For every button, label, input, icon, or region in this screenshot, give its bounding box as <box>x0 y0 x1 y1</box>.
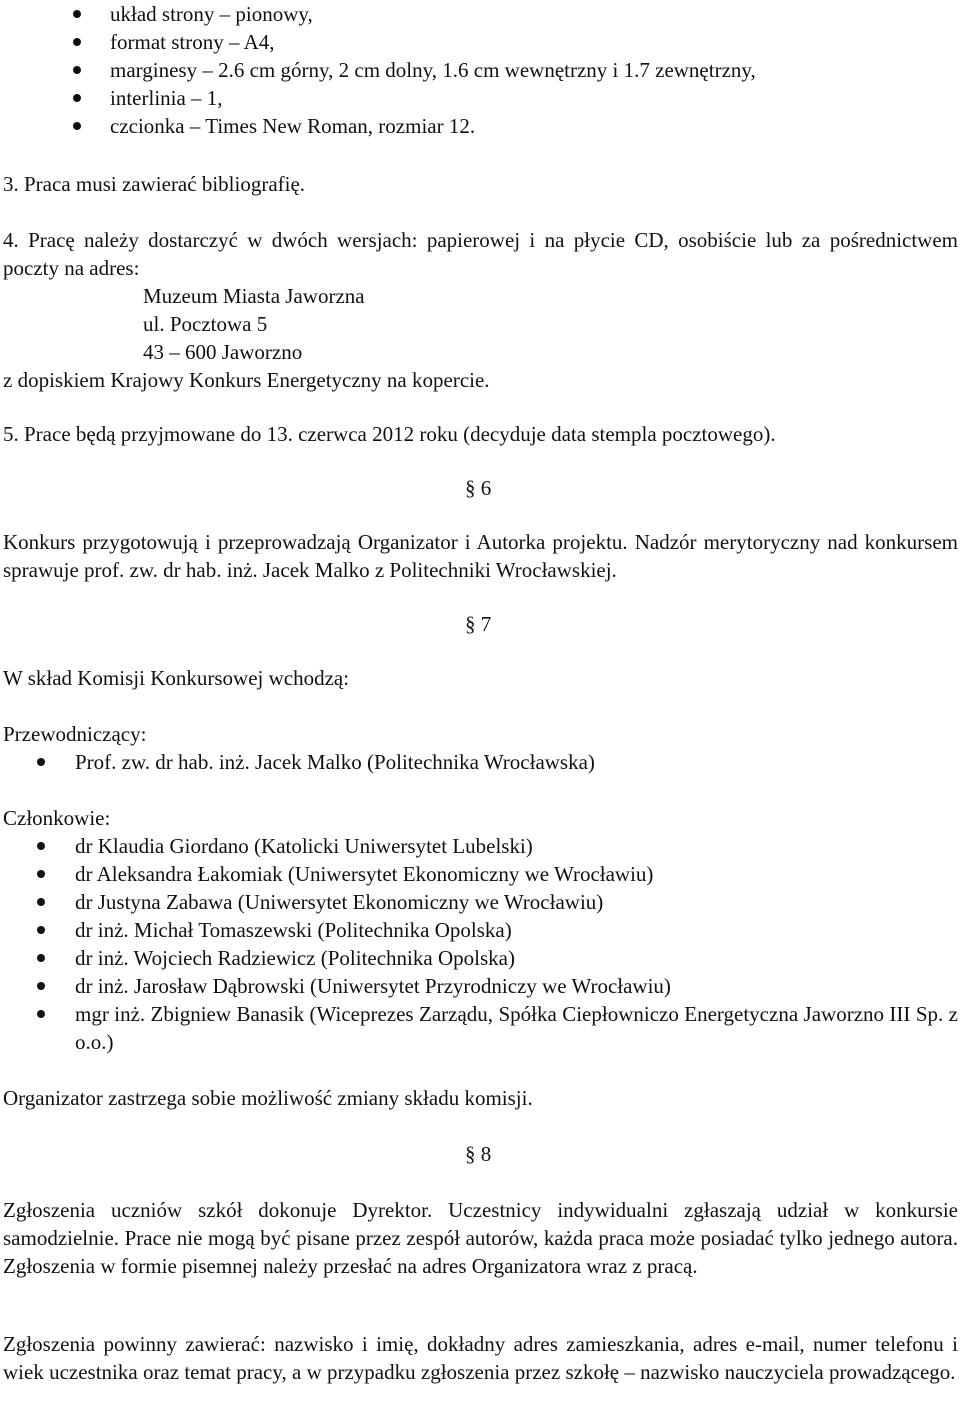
bullet-icon <box>73 94 81 102</box>
list-item: interlinia – 1, <box>110 86 223 110</box>
bullet-icon <box>37 954 45 962</box>
bullet-icon <box>37 758 45 766</box>
address-line-2: ul. Pocztowa 5 <box>143 312 268 336</box>
member-item: dr Aleksandra Łakomiak (Uniwersytet Ekonomiczny we Wrocławiu) <box>75 862 654 886</box>
address-note: z dopiskiem Krajowy Konkurs Energetyczny na kopercie. <box>3 368 490 392</box>
member-item: dr inż. Wojciech Radziewicz (Politechnika Opolska) <box>75 946 515 970</box>
bullet-icon <box>37 842 45 850</box>
section-heading-8: § 8 <box>465 1142 492 1166</box>
section-6-paragraph: Konkurs przygotowują i przeprowadzają Organizator i Autorka projektu. Nadzór merytoryczny nad konkursem sprawuje prof. zw. dr hab. inż. Jacek Malko z Politechniki Wrocławskiej. <box>3 530 958 582</box>
committee-note: Organizator zastrzega sobie możliwość zmiany składu komisji. <box>3 1086 533 1110</box>
section-heading-7: § 7 <box>465 612 492 636</box>
member-item: dr inż. Michał Tomaszewski (Politechnika Opolska) <box>75 918 512 942</box>
member-item: dr inż. Jarosław Dąbrowski (Uniwersytet Przyrodniczy we Wrocławiu) <box>75 974 671 998</box>
member-item: dr Klaudia Giordano (Katolicki Uniwersytet Lubelski) <box>75 834 533 858</box>
point-5: 5. Prace będą przyjmowane do 13. czerwca 2012 roku (decyduje data stempla pocztowego). <box>3 422 776 446</box>
chair-heading: Przewodniczący: <box>3 722 147 746</box>
list-item: format strony – A4, <box>110 30 275 54</box>
section-8-paragraph-2: Zgłoszenia powinny zawierać: nazwisko i imię, dokładny adres zamieszkania, adres e-mail, numer telefonu i wiek uczestnika oraz temat pracy, a w przypadku zgłoszenia przez szkołę – nazwisko nauczyciela prowadzącego. <box>3 1332 958 1384</box>
bullet-icon <box>73 122 81 130</box>
bullet-icon <box>73 66 81 74</box>
bullet-icon <box>37 1010 45 1018</box>
committee-intro: W skład Komisji Konkursowej wchodzą: <box>3 666 350 690</box>
point-4: 4. Pracę należy dostarczyć w dwóch wersjach: papierowej i na płycie CD, osobiście lub za pośrednictwem poczty na adres: <box>3 228 958 280</box>
bullet-icon <box>73 10 81 18</box>
bullet-icon <box>37 982 45 990</box>
bullet-icon <box>73 38 81 46</box>
members-heading: Członkowie: <box>3 806 111 830</box>
section-heading-6: § 6 <box>465 476 492 500</box>
point-3: 3. Praca musi zawierać bibliografię. <box>3 172 306 196</box>
list-item: układ strony – pionowy, <box>110 2 313 26</box>
address-line-1: Muzeum Miasta Jaworzna <box>143 284 365 308</box>
list-item: czcionka – Times New Roman, rozmiar 12. <box>110 114 476 138</box>
bullet-icon <box>37 898 45 906</box>
section-8-paragraph-1: Zgłoszenia uczniów szkół dokonuje Dyrektor. Uczestnicy indywidualni zgłaszają udział w konkursie samodzielnie. Prace nie mogą być pisane przez zespół autorów, każda praca może posiadać tylko jednego autora. Zgłoszenia w formie pisemnej należy przesłać na adres Organizatora wraz z pracą. <box>3 1198 958 1278</box>
bullet-icon <box>37 926 45 934</box>
member-item: mgr inż. Zbigniew Banasik (Wiceprezes Zarządu, Spółka Ciepłowniczo Energetyczna Jaworzno III Sp. z o.o.) <box>75 1002 958 1054</box>
list-item: marginesy – 2.6 cm górny, 2 cm dolny, 1.6 cm wewnętrzny i 1.7 zewnętrzny, <box>110 58 756 82</box>
address-line-3: 43 – 600 Jaworzno <box>143 340 303 364</box>
chair-name: Prof. zw. dr hab. inż. Jacek Malko (Politechnika Wrocławska) <box>75 750 595 774</box>
bullet-icon <box>37 870 45 878</box>
member-item: dr Justyna Zabawa (Uniwersytet Ekonomiczny we Wrocławiu) <box>75 890 604 914</box>
